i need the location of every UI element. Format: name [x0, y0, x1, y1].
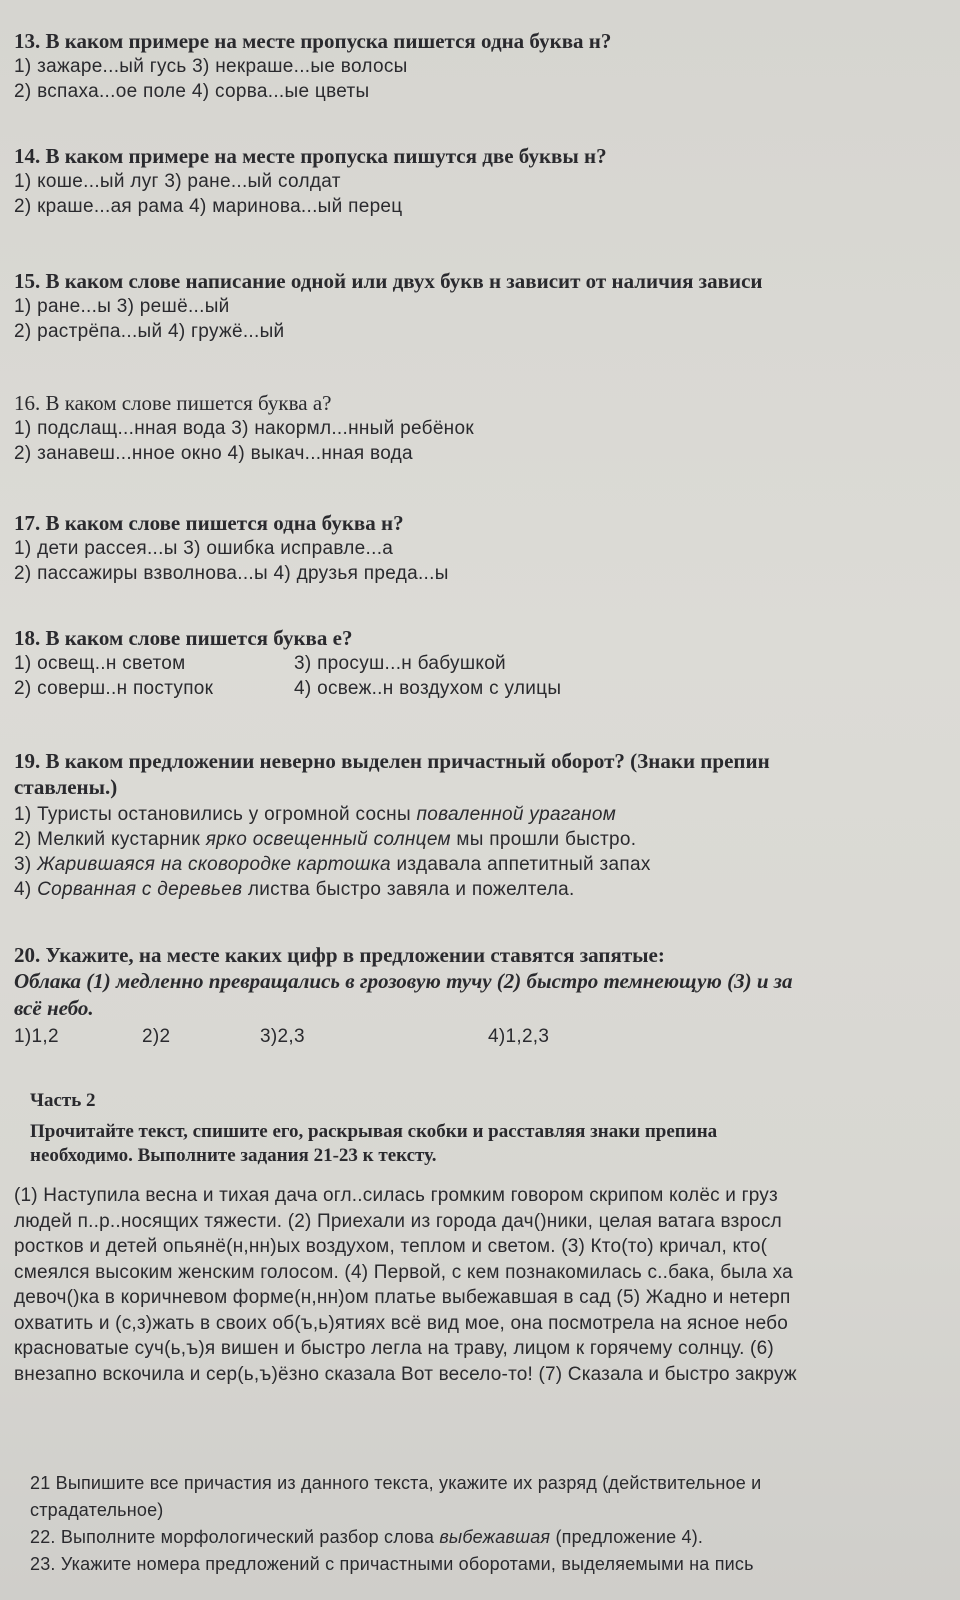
- q20-sentence-line-1: Облака (1) медленно превращались в грозовую тучу (2) быстро темнеющую (3) и за: [14, 969, 793, 993]
- task-23: 23. Укажите номера предложений с причастными оборотами, выделяемыми на пись: [30, 1554, 754, 1574]
- text-line: (1) Наступила весна и тихая дача огл..силась громким говором скрипом колёс и груз: [14, 1185, 778, 1206]
- text-line: ростков и детей опьянё(н,нн)ых воздухом, теплом и светом. (3) Кто(то) кричал, кто(: [14, 1236, 768, 1257]
- answer-row: [14, 561, 960, 586]
- question-19: [14, 748, 960, 902]
- question-title: 16. В каком слове пишется буква а?: [14, 391, 332, 415]
- q19-o2-phrase: ярко освещенный солнцем: [205, 829, 451, 850]
- question-13: [14, 28, 960, 104]
- task-22-rest: (предложение 4).: [550, 1527, 704, 1547]
- q19-title-line-1: 19. В каком предложении неверно выделен причастный оборот? (Знаки препин: [14, 749, 770, 773]
- q19-o3-phrase: Жарившаяся на сковородке картошка: [37, 854, 391, 875]
- answer-row: [14, 416, 960, 441]
- answer-option: 2) вспаха...ое поле 4) сорва...ые цветы: [14, 81, 370, 102]
- answer-row: [14, 294, 960, 319]
- task-22-word: выбежавшая: [439, 1527, 551, 1547]
- text-line: девоч()ка в коричневом форме(н,нн)ом платье выбежавшая в сад (5) Жадно и нетерп: [14, 1287, 791, 1308]
- text-line: охватить и (с,з)жать в своих об(ъ,ь)ятиях всё вид мое, она посмотрела на ясное небо: [14, 1312, 788, 1334]
- question-20-title: 20. Укажите, на месте каких цифр в предложении ставятся запятые:: [14, 943, 665, 967]
- question-16: [14, 390, 960, 466]
- answer-option: 2) растрёпа...ый 4) гружё...ый: [14, 321, 285, 342]
- question-19-title: [14, 748, 960, 800]
- task-22: [30, 1524, 960, 1551]
- instr-line-2: необходимо. Выполните задания 21-23 к тексту.: [30, 1145, 437, 1166]
- q19-option-3: [14, 852, 960, 877]
- text-line: красноватые суч(ь,ъ)я вишен и быстро легла на траву, лицом к горячему солнцу. (6): [14, 1338, 774, 1359]
- answer-row: [14, 441, 960, 466]
- answer-row: [14, 79, 960, 104]
- q19-o2-rest: мы прошли быстро.: [450, 829, 637, 850]
- answer-option: 2) краше...ая рама 4) маринова...ый перец: [14, 196, 403, 217]
- text-line: смеялся высоким женским голосом. (4) Первой, с кем познакомилась с..бака, была ха: [14, 1261, 793, 1283]
- reading-text: [14, 1183, 960, 1387]
- answer-option: 2) занавеш...нное окно 4) выкач...нная вода: [14, 443, 413, 464]
- answer-option: 2) пассажиры взволнова...ы 4) друзья преда...ы: [14, 563, 449, 584]
- question-18: [14, 625, 960, 701]
- answer-option: 1) освещ..н светом: [14, 653, 186, 674]
- answer-option: 1) дети рассея...ы 3) ошибка исправле...а: [14, 538, 394, 559]
- task-21-line-1: 21 Выпишите все причастия из данного текста, укажите их разряд (действительное и: [30, 1473, 762, 1493]
- q19-o1-phrase: поваленной ураганом: [416, 804, 617, 825]
- answer-option: 2) соверш..н поступок: [14, 678, 214, 699]
- question-title: 14. В каком примере на месте пропуска пишутся две буквы н?: [14, 144, 607, 168]
- answer-row: [14, 651, 960, 676]
- q20-option-1: 1)1,2: [14, 1026, 59, 1047]
- question-title: 17. В каком слове пишется одна буква н?: [14, 511, 404, 535]
- q19-o2-text: 2) Мелкий кустарник: [14, 829, 206, 850]
- q20-option-4: 4)1,2,3: [488, 1026, 550, 1047]
- question-14: [14, 143, 960, 219]
- part-2-heading: Часть 2: [30, 1090, 96, 1111]
- text-line: людей п..р..носящих тяжести. (2) Приехали из города дач()ники, целая ватага взросл: [14, 1210, 782, 1232]
- q19-option-2: [14, 827, 960, 852]
- answer-option: 1) подслащ...нная вода 3) накормл...нный ребёнок: [14, 418, 474, 439]
- q20-sentence-line-2: всё небо.: [14, 996, 94, 1020]
- text-line: внезапно вскочила и сер(ь,ъ)ёзно сказала Вот весело-то! (7) Сказала и быстро закруж: [14, 1363, 797, 1385]
- tasks-21-23: [30, 1470, 960, 1578]
- q19-option-1: [14, 802, 960, 827]
- q20-options: [14, 1024, 960, 1049]
- instr-line-1: Прочитайте текст, спишите его, раскрывая скобки и расставляя знаки препина: [30, 1121, 718, 1142]
- q19-o4-rest: листва быстро завяла и пожелтела.: [242, 879, 575, 900]
- answer-row: [14, 536, 960, 561]
- answer-row: [14, 676, 960, 701]
- q19-option-4: [14, 877, 960, 902]
- q19-o3-rest: издавала аппетитный запах: [390, 854, 651, 875]
- question-15: [14, 268, 960, 344]
- answer-option: 3) просуш...н бабушкой: [294, 653, 506, 674]
- q19-o4-num: 4): [14, 879, 38, 900]
- q19-title-line-2: ставлены.): [14, 775, 118, 799]
- q19-o1-text: 1) Туристы остановились у огромной сосны: [14, 804, 417, 825]
- answer-option: 4) освеж..н воздухом с улицы: [294, 678, 562, 699]
- q20-option-2: 2)2: [142, 1026, 171, 1047]
- q19-o3-num: 3): [14, 854, 38, 875]
- question-20: [14, 942, 960, 1049]
- part-2-instructions: [30, 1120, 717, 1168]
- q20-option-3: 3)2,3: [260, 1026, 305, 1047]
- answer-row: [14, 169, 960, 194]
- question-title: 18. В каком слове пишется буква е?: [14, 626, 353, 650]
- answer-option: 1) зажаре...ый гусь 3) некраше...ые волосы: [14, 56, 408, 77]
- answer-row: [14, 194, 960, 219]
- question-17: [14, 510, 960, 586]
- answer-row: [14, 54, 960, 79]
- task-21-line-2: страдательное): [30, 1500, 164, 1520]
- question-title: 15. В каком слове написание одной или двух букв н зависит от наличия зависи: [14, 269, 763, 293]
- answer-row: [14, 319, 960, 344]
- answer-option: 1) коше...ый луг 3) ране...ый солдат: [14, 171, 341, 192]
- q19-o4-phrase: Сорванная с деревьев: [37, 879, 243, 900]
- question-title: 13. В каком примере на месте пропуска пишется одна буква н?: [14, 29, 612, 53]
- task-22-text: 22. Выполните морфологический разбор слова: [30, 1527, 440, 1547]
- answer-option: 1) ране...ы 3) решё...ый: [14, 296, 230, 317]
